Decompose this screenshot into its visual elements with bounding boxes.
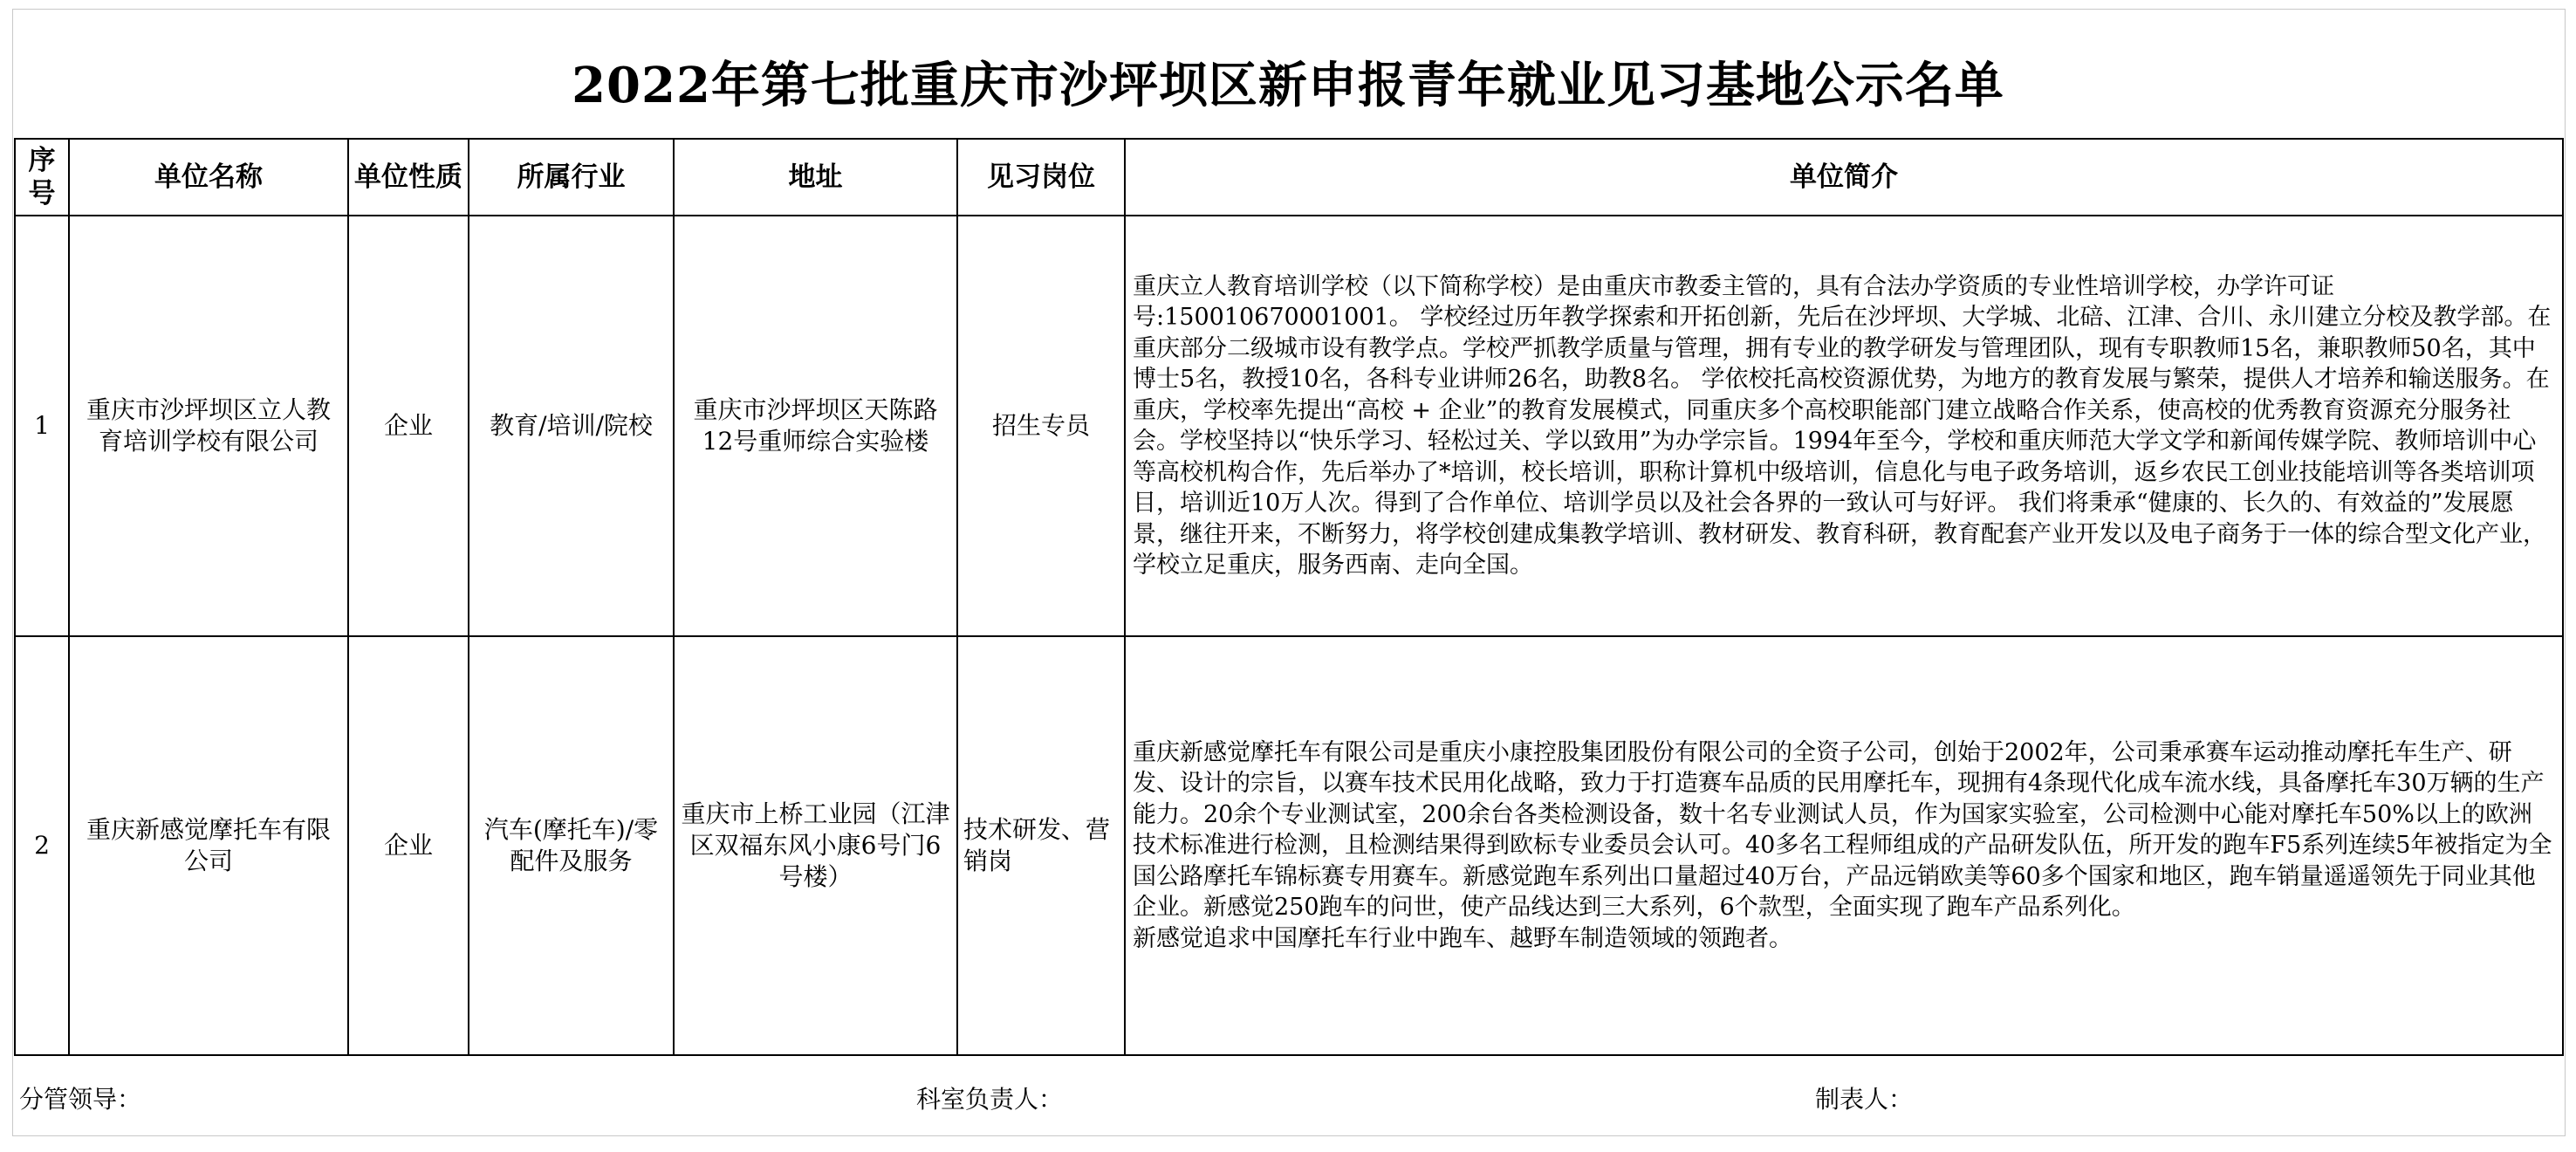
footer-leader-label: 分管领导：	[19, 1085, 142, 1114]
cell-nature[interactable]: 企业	[348, 216, 469, 636]
col-header-address[interactable]: 地址	[674, 139, 957, 216]
cell-industry[interactable]: 教育/培训/院校	[469, 216, 674, 636]
table-row	[15, 636, 2563, 1055]
table-row	[15, 216, 2563, 636]
cell-name[interactable]: 重庆市沙坪坝区立人教育培训学校有限公司	[69, 216, 348, 636]
cell-intro[interactable]	[1125, 216, 2563, 636]
col-header-name[interactable]: 单位名称	[69, 139, 348, 216]
page-title: 2022年第七批重庆市沙坪坝区新申报青年就业见习基地公示名单	[572, 57, 2004, 114]
intro-text: 重庆立人教育培训学校（以下简称学校）是由重庆市教委主管的，具有合法办学资质的专业性培训学校，办学许可证号:150010670001001。 学校经过历年教学探索和开拓创新，先后在沙坪坝、大学城、北碚、江津、合川、永川建立分校及教学部。在重庆部分二级城市设有教学点。学校严抓教学质量与管理，拥有专业的教学研发与管理团队，现有专职教师15名，兼职教师50名，其中博士5名，教授10名，各科专业讲师26名，助教8名。 学依校托高校资源优势，为地方的教育发展与繁荣，提供人才培养和输送服务。在重庆，学校率先提出“高校 + 企业”的教育发展模式，同重庆多个高校职能部门建立战略合作关系，使高校的优秀教育资源充分服务社会。学校坚持以“快乐学习、轻松过关、学以致用”为办学宗旨。1994年至今，学校和重庆师范大学文学和新闻传媒学院、教师培训中心等高校机构合作，先后举办了*培训，校长培训，职称计算机中级培训，信息化与电子政务培训，返乡农民工创业技能培训等各类培训项目，培训近10万人次。得到了合作单位、培训学员以及社会各界的一致认可与好评。 我们将秉承“健康的、长久的、有效益的”发展愿景，继往开来，不断努力，将学校创建成集教学培训、教材研发、教育科研，教育配套产业开发以及电子商务于一体的综合型文化产业，学校立足重庆，服务西南、走向全国。	[1133, 272, 2552, 579]
cell-nature[interactable]: 企业	[348, 636, 469, 1055]
cell-position[interactable]: 招生专员	[957, 216, 1125, 636]
header-row	[15, 139, 2563, 216]
cell-name[interactable]: 重庆新感觉摩托车有限公司	[69, 636, 348, 1055]
cell-industry[interactable]: 汽车(摩托车)/零配件及服务	[469, 636, 674, 1055]
footer-preparer-label: 制表人：	[1815, 1085, 1914, 1114]
cell-seq[interactable]: 1	[15, 216, 69, 636]
cell-address[interactable]: 重庆市沙坪坝区天陈路12号重师综合实验楼	[674, 216, 957, 636]
cell-seq[interactable]: 2	[15, 636, 69, 1055]
footer-office-head-label: 科室负责人：	[916, 1085, 1064, 1114]
col-header-position[interactable]: 见习岗位	[957, 139, 1125, 216]
intro-text: 重庆新感觉摩托车有限公司是重庆小康控股集团股份有限公司的全资子公司，创始于2002年，公司秉承赛车运动推动摩托车生产、研发、设计的宗旨，以赛车技术民用化战略，致力于打造赛车品质的民用摩托车，现拥有4条现代化成车流水线，具备摩托车30万辆的生产能力。20余个专业测试室，200余台各类检测设备，数十名专业测试人员，作为国家实验室，公司检测中心能对摩托车50%以上的欧洲技术标准进行检测，且检测结果得到欧标专业委员会认可。40多名工程师组成的产品研发队伍，所开发的跑车F5系列连续5年被指定为全国公路摩托车锦标赛专用赛车。新感觉跑车系列出口量超过40万台，产品远销欧美等60多个国家和地区，跑车销量遥遥领先于同业其他企业。新感觉250跑车的问世，使产品线达到三大系列，6个款型，全面实现了跑车产品系列化。	[1133, 738, 2552, 922]
registry-table	[14, 138, 2564, 1056]
cell-address[interactable]: 重庆市上桥工业园（江津区双福东风小康6号门6号楼）	[674, 636, 957, 1055]
col-header-seq[interactable]: 序号	[15, 139, 69, 216]
col-header-nature[interactable]: 单位性质	[348, 139, 469, 216]
cell-position[interactable]: 技术研发、营销岗	[957, 636, 1125, 1055]
col-header-industry[interactable]: 所属行业	[469, 139, 674, 216]
col-header-intro[interactable]: 单位简介	[1125, 139, 2563, 216]
intro-text-extra: 新感觉追求中国摩托车行业中跑车、越野车制造领域的领跑者。	[1133, 924, 1792, 952]
cell-intro[interactable]	[1125, 636, 2563, 1055]
